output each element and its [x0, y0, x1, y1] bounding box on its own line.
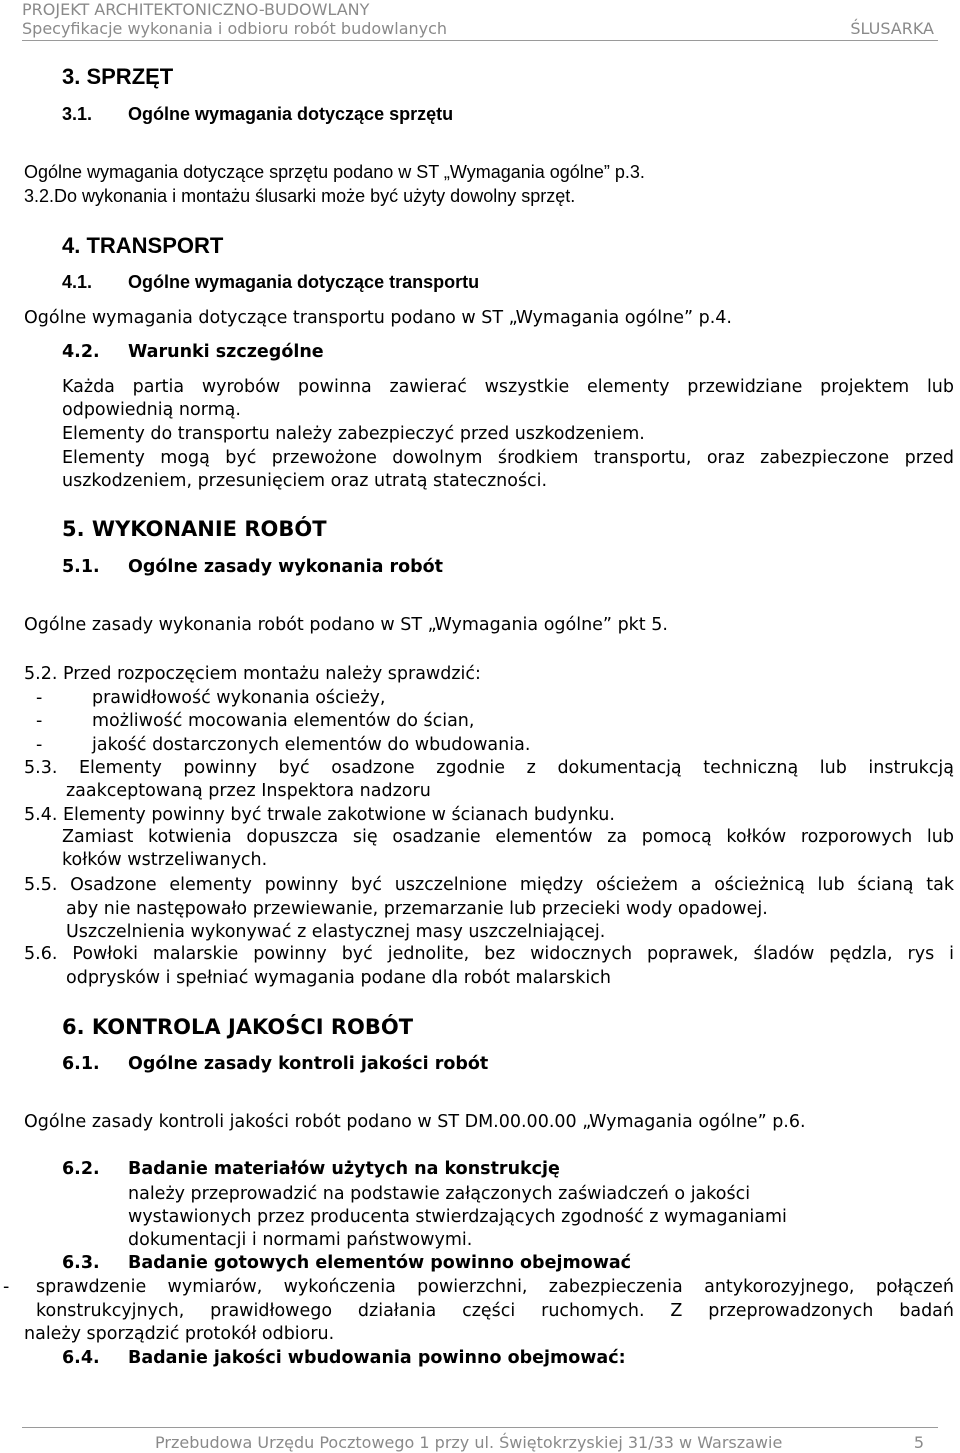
section-6-1-number: 6.1.: [62, 1054, 100, 1074]
section-6-2-line: należy przeprowadzić na podstawie załączonych zaświadczeń o jakości: [128, 1184, 751, 1204]
section-5-6-line: 5.6. Powłoki malarskie powinny być jednolite, bez widocznych poprawek, śladów pędzla, rys i: [24, 944, 954, 964]
bullet-item: możliwość mocowania elementów do ścian,: [92, 711, 475, 731]
footer-page-number: 5: [913, 1433, 924, 1452]
section-4-2-number: 4.2.: [62, 342, 100, 362]
section-5-paragraph: Ogólne zasady wykonania robót podano w ST „Wymagania ogólne” pkt 5.: [24, 615, 668, 635]
section-6-heading: 6. KONTROLA JAKOŚCI ROBÓT: [62, 1015, 414, 1039]
section-6-2-line: dokumentacji i normami państwowymi.: [128, 1230, 473, 1250]
section-4-2-title: Warunki szczególne: [128, 342, 324, 362]
footer-rule: [22, 1427, 938, 1428]
section-6-paragraph: Ogólne zasady kontroli jakości robót podano w ST DM.00.00.00 „Wymagania ogólne” p.6.: [24, 1112, 806, 1132]
bullet-dash: -: [36, 688, 43, 708]
section-6-3-line: należy sporządzić protokół odbioru.: [24, 1324, 335, 1344]
bullet-item: jakość dostarczonych elementów do wbudowania.: [92, 735, 531, 755]
section-4-1-number: 4.1.: [62, 272, 93, 292]
section-5-1-number: 5.1.: [62, 557, 100, 577]
section-3-1-number: 3.1.: [62, 104, 93, 124]
section-6-2-line: wystawionych przez producenta stwierdzających zgodność z wymaganiami: [128, 1207, 787, 1227]
section-5-5-line: 5.5. Osadzone elementy powinny być uszczelnione między ościeżem a ościeżnicą lub ścianą tak: [24, 875, 954, 895]
section-5-5-line: aby nie następowało przewiewanie, przemarzanie lub przecieki wody opadowej.: [66, 899, 768, 919]
section-5-2-paragraph: 5.2. Przed rozpoczęciem montażu należy sprawdzić:: [24, 664, 481, 684]
section-3-paragraph: Ogólne wymagania dotyczące sprzętu podano w ST „Wymagania ogólne” p.3.: [24, 162, 645, 182]
bullet-dash: -: [36, 711, 43, 731]
footer-project-address: Przebudowa Urzędu Pocztowego 1 przy ul. Świętokrzyskiej 31/33 w Warszawie: [155, 1433, 783, 1452]
section-3-heading: 3. SPRZĘT: [62, 64, 174, 89]
section-5-5-line: Uszczelnienia wykonywać z elastycznej masy uszczelniającej.: [66, 922, 606, 942]
section-3-2-paragraph: 3.2.Do wykonania i montażu ślusarki może być użyty dowolny sprzęt.: [24, 186, 576, 206]
section-4-1-title: Ogólne wymagania dotyczące transportu: [128, 272, 480, 292]
section-6-3-line: sprawdzenie wymiarów, wykończenia powierzchni, zabezpieczenia antykorozyjnego, połączeń: [36, 1277, 954, 1297]
section-6-3-number: 6.3.: [62, 1253, 100, 1273]
section-5-6-line: odprysków i spełniać wymagania podane dla robót malarskich: [66, 968, 611, 988]
bullet-dash: -: [36, 735, 43, 755]
section-6-2-number: 6.2.: [62, 1159, 100, 1179]
section-4-2-line: Elementy mogą być przewożone dowolnym środkiem transportu, oraz zabezpieczone przed: [62, 448, 954, 468]
section-5-4-line: 5.4. Elementy powinny być trwale zakotwione w ścianach budynku.: [24, 805, 615, 825]
section-6-4-number: 6.4.: [62, 1348, 100, 1368]
bullet-dash: -: [3, 1277, 10, 1297]
section-6-3-title: Badanie gotowych elementów powinno obejmować: [128, 1253, 632, 1273]
section-4-2-line: uszkodzeniem, przesunięciem oraz utratą stateczności.: [62, 471, 548, 491]
section-6-1-title: Ogólne zasady kontroli jakości robót: [128, 1054, 489, 1074]
section-6-2-title: Badanie materiałów użytych na konstrukcję: [128, 1159, 560, 1179]
section-5-3-line: zaakceptowaną przez Inspektora nadzoru: [66, 781, 431, 801]
section-5-heading: 5. WYKONANIE ROBÓT: [62, 517, 327, 541]
section-6-4-title: Badanie jakości wbudowania powinno obejmować:: [128, 1348, 626, 1368]
header-rule: [22, 40, 938, 41]
section-5-1-title: Ogólne zasady wykonania robót: [128, 557, 444, 577]
section-4-paragraph: Ogólne wymagania dotyczące transportu podano w ST „Wymagania ogólne” p.4.: [24, 308, 732, 328]
bullet-item: prawidłowość wykonania ościeży,: [92, 688, 386, 708]
section-4-2-line: odpowiednią normą.: [62, 400, 241, 420]
header-project-title: PROJEKT ARCHITEKTONICZNO-BUDOWLANY: [22, 0, 370, 19]
section-5-3-line: 5.3. Elementy powinny być osadzone zgodnie z dokumentacją techniczną lub instrukcją: [24, 758, 954, 778]
section-4-heading: 4. TRANSPORT: [62, 233, 224, 258]
section-3-1-title: Ogólne wymagania dotyczące sprzętu: [128, 104, 454, 124]
header-section-label: ŚLUSARKA: [850, 19, 934, 38]
section-5-4-line: kołków wstrzeliwanych.: [62, 850, 268, 870]
header-spec-title: Specyfikacje wykonania i odbioru robót budowlanych: [22, 19, 448, 38]
section-4-2-line: Każda partia wyrobów powinna zawierać wszystkie elementy przewidziane projektem lub: [62, 377, 954, 397]
section-6-3-line: konstrukcyjnych, prawidłowego działania części ruchomych. Z przeprowadzonych badań: [36, 1301, 954, 1321]
section-4-2-line: Elementy do transportu należy zabezpieczyć przed uszkodzeniem.: [62, 424, 645, 444]
section-5-4-line: Zamiast kotwienia dopuszcza się osadzanie elementów za pomocą kołków rozporowych lub: [62, 827, 954, 847]
